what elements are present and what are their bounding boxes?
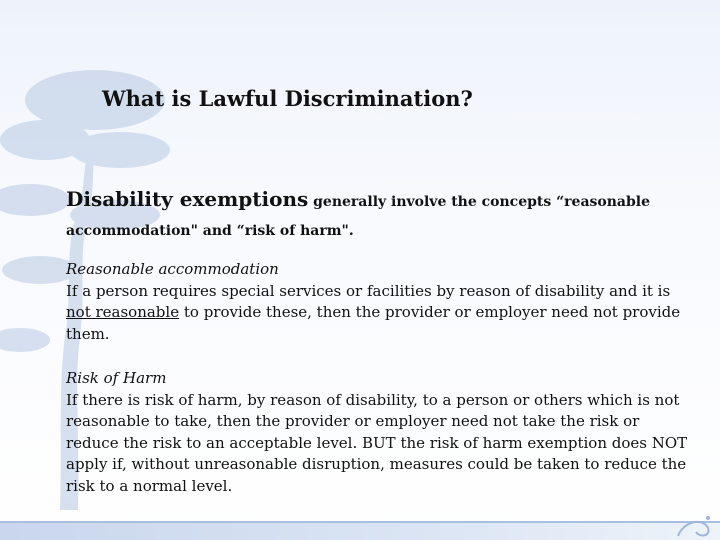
slide-title: What is Lawful Discrimination? xyxy=(102,86,473,111)
risk-of-harm-section xyxy=(66,368,688,497)
reasonable-accommodation-section xyxy=(66,259,688,345)
intro-paragraph xyxy=(66,186,676,245)
reasonable-body-before: If a person requires special services or facilities by reason of disability and it is xyxy=(66,281,671,300)
risk-of-harm-body: If there is risk of harm, by reason of disability, to a person or others which is not reasonable to take, then the provider or employer need not take the risk or reduce the risk to an acceptable level. BUT the risk of harm exemption does NOT apply if, without unreasonable disruption, measures could be taken to reduce the risk to a normal level. xyxy=(66,390,688,495)
footer-line xyxy=(0,521,720,523)
reasonable-body-after: to provide these, then the provider or employer need not provide them. xyxy=(66,303,681,343)
intro-rest: generally involve the concepts “reasonable accommodation" and “risk of harm". xyxy=(66,194,651,239)
intro-lead: Disability exemptions xyxy=(66,187,309,211)
reasonable-accommodation-heading: Reasonable accommodation xyxy=(66,260,279,278)
risk-of-harm-heading: Risk of Harm xyxy=(66,369,167,387)
swirl-decoration-icon xyxy=(674,510,714,540)
footer-bar xyxy=(0,521,720,540)
reasonable-body-underlined: not reasonable xyxy=(66,303,180,321)
reasonable-accommodation-body xyxy=(66,281,688,346)
